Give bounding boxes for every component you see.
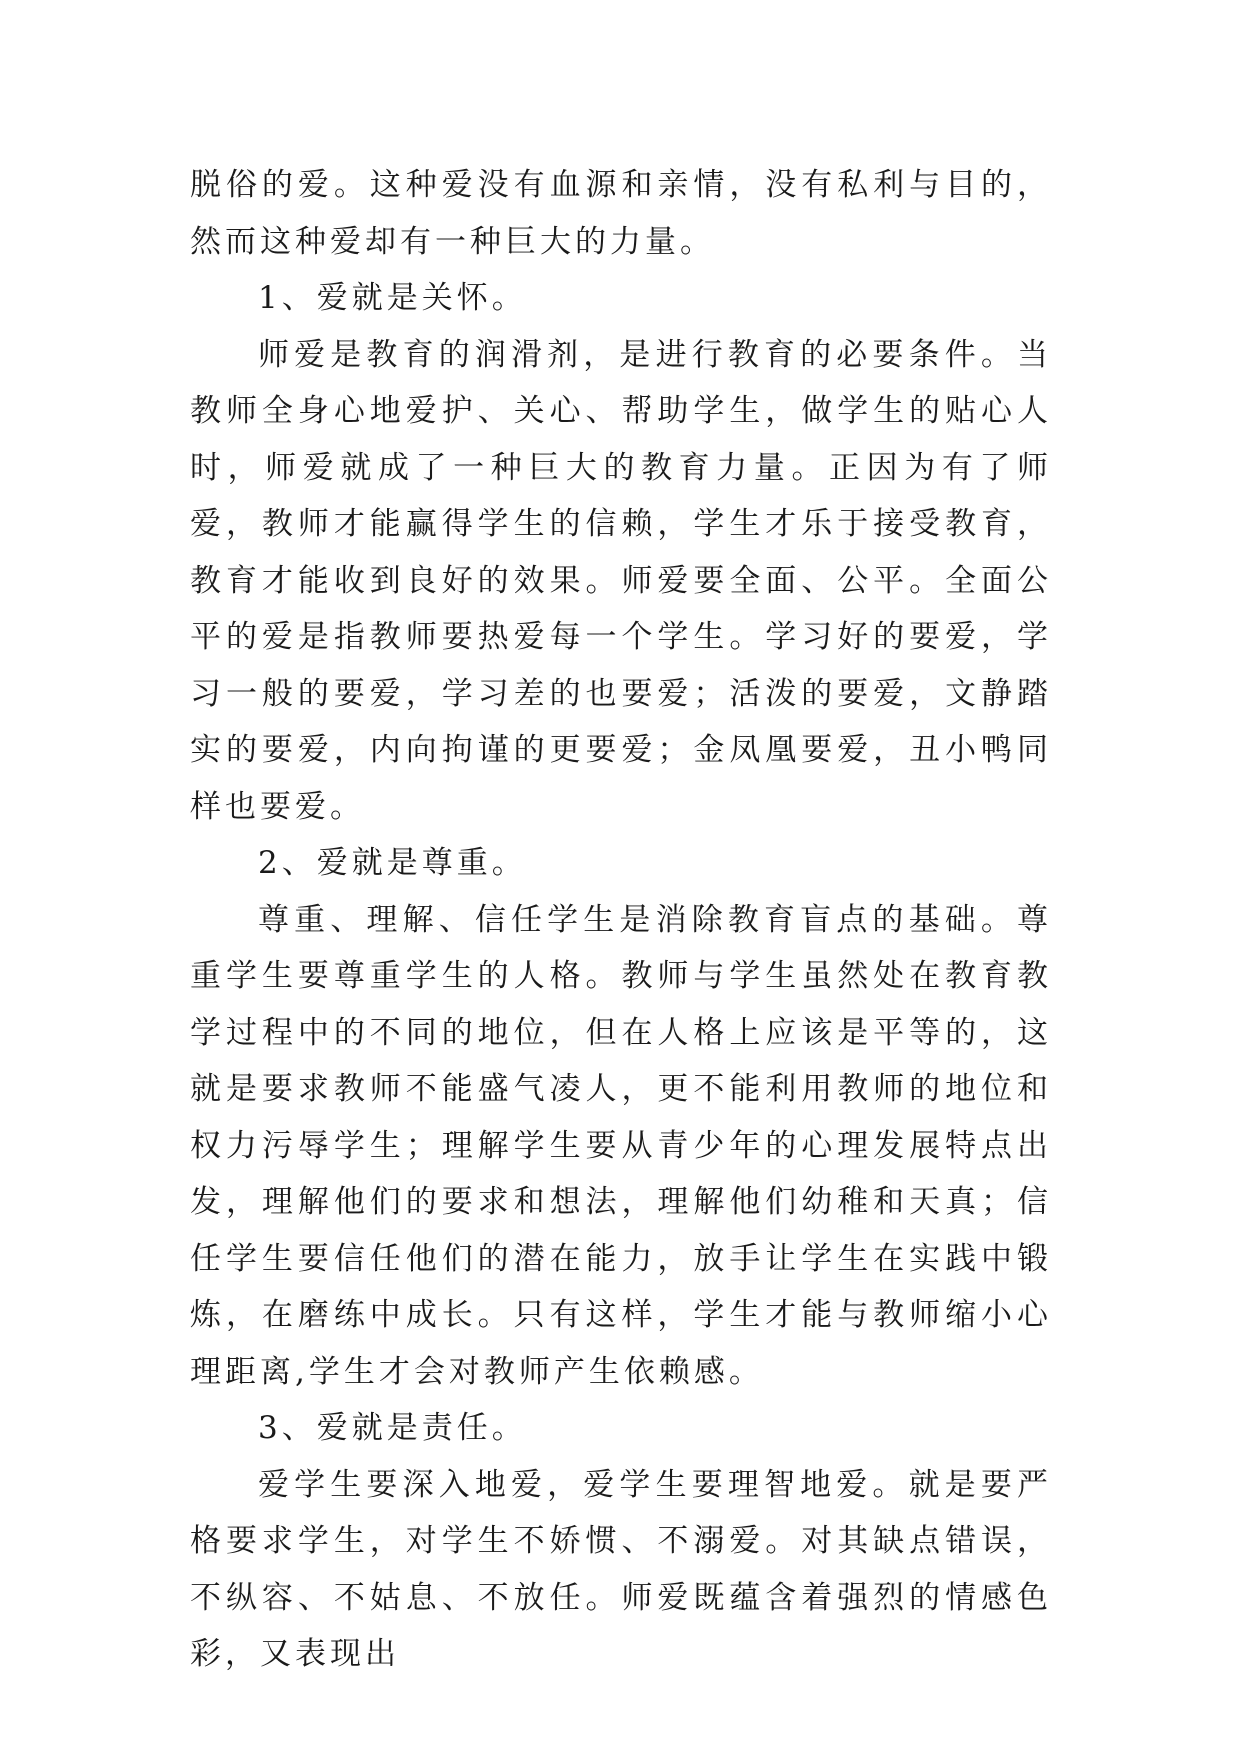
heading-respect: 2、爱就是尊重。 (258, 845, 527, 881)
document-body (190, 157, 1052, 1683)
paragraph-care: 师爱是教育的润滑剂，是进行教育的必要条件。当教师全身心地爱护、关心、帮助学生，做学生的贴心人时，师爱就成了一种巨大的教育力量。正因为有了师爱，教师才能赢得学生的信赖，学生才乐于接受教育，教育才能收到良好的效果。师爱要全面、公平。全面公平的爱是指教师要热爱每一个学生。学习好的要爱，学习一般的要爱，学习差的也要爱；活泼的要爱，文静踏实的要爱，内向拘谨的更要爱；金凤凰要爱，丑小鸭同样也要爱。 (190, 336, 1052, 825)
paragraph-continuation: 脱俗的爱。这种爱没有血源和亲情，没有私利与目的，然而这种爱却有一种巨大的力量。 (190, 167, 1052, 260)
heading-care: 1、爱就是关怀。 (258, 280, 527, 316)
paragraph-respect: 尊重、理解、信任学生是消除教育盲点的基础。尊重学生要尊重学生的人格。教师与学生虽然处在教育教学过程中的不同的地位，但在人格上应该是平等的，这就是要求教师不能盛气凌人，更不能利用教师的地位和权力污辱学生；理解学生要从青少年的心理发展特点出发，理解他们的要求和想法，理解他们幼稚和天真；信任学生要信任他们的潜在能力，放手让学生在实践中锻炼，在磨练中成长。只有这样，学生才能与教师缩小心理距离,学生才会对教师产生依赖感。 (190, 901, 1052, 1390)
paragraph-responsibility: 爱学生要深入地爱，爱学生要理智地爱。就是要严格要求学生，对学生不娇惯、不溺爱。对其缺点错误，不纵容、不姑息、不放任。师爱既蕴含着强烈的情感色彩，又表现出 (190, 1466, 1052, 1672)
heading-responsibility: 3、爱就是责任。 (258, 1410, 527, 1446)
